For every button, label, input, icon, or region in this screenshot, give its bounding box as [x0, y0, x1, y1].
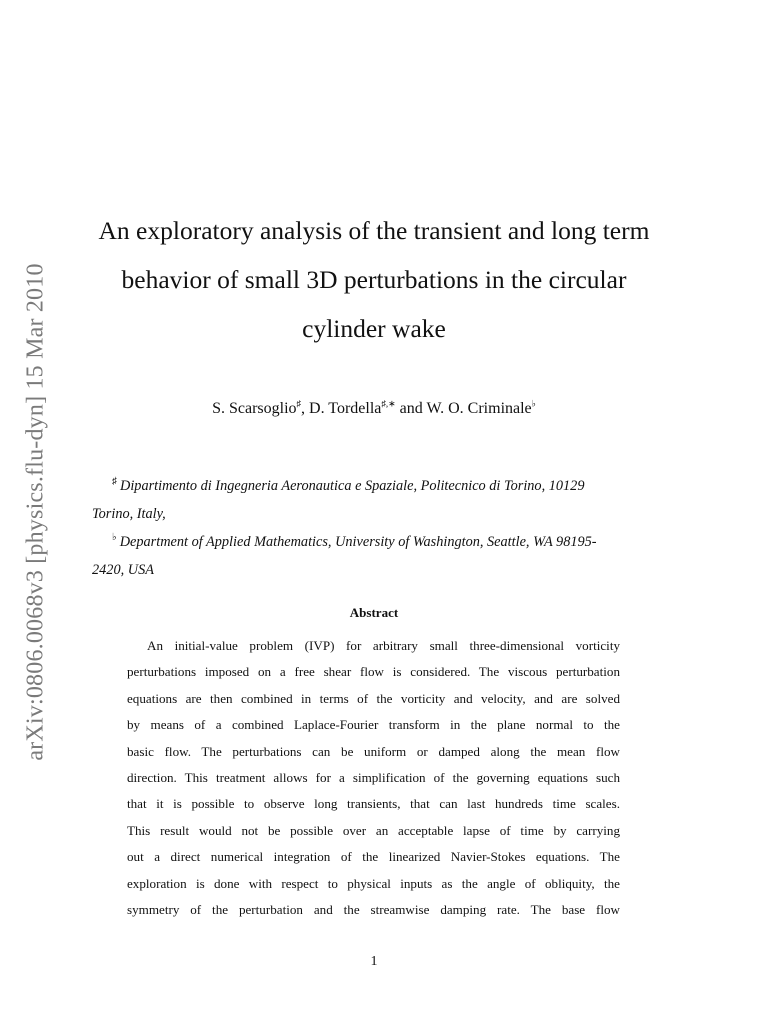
- author-name: W. O. Criminale: [426, 400, 532, 417]
- affiliation: [92, 472, 658, 528]
- affiliation-line: [92, 528, 658, 556]
- abstract-line: direction. This treatment allows for a simplification of the governing equations such: [127, 769, 620, 785]
- title-line: behavior of small 3D perturbations in the circular: [121, 265, 627, 294]
- page-number: 1: [370, 954, 378, 969]
- author-separator: and: [395, 400, 427, 417]
- abstract-line: that it is possible to observe long transients, that can last hundreds time scales.: [127, 796, 620, 812]
- affiliation-text: Dipartimento di Ingegneria Aeronautica e Spaziale, Politecnico di Torino, 10129: [120, 478, 585, 494]
- affiliation-line: [92, 472, 658, 500]
- affiliation: [92, 528, 658, 584]
- title-line: An exploratory analysis of the transient and long term: [98, 216, 650, 245]
- abstract-line: out a direct numerical integration of the linearized Navier-Stokes equations. The: [127, 849, 620, 865]
- author-separator: ,: [301, 400, 310, 417]
- affiliation-mark: ♭: [112, 532, 117, 544]
- author-name: S. Scarsoglio: [212, 400, 297, 417]
- affiliation-mark: ♭: [531, 398, 536, 409]
- abstract-line: basic flow. The perturbations can be uniform or damped along the mean flow: [127, 743, 620, 759]
- abstract-body: [127, 633, 620, 923]
- paper-title: [72, 206, 676, 353]
- affiliation-text: Department of Applied Mathematics, University of Washington, Seattle, WA 98195-: [119, 534, 597, 550]
- affiliation-line: Torino, Italy,: [92, 506, 166, 522]
- abstract-heading: Abstract: [349, 605, 399, 620]
- author-list: [72, 400, 676, 418]
- affiliation-line: 2420, USA: [92, 562, 154, 578]
- affiliation-mark: ♯: [296, 398, 302, 409]
- abstract-line: An initial-value problem (IVP) for arbitrary small three-dimensional vorticity: [147, 638, 620, 653]
- title-line: cylinder wake: [302, 314, 446, 343]
- abstract-line: by means of a combined Laplace-Fourier transform in the plane normal to the: [127, 717, 620, 733]
- abstract-line: equations are then combined in terms of the vorticity and velocity, and are solved: [127, 690, 620, 706]
- arxiv-identifier: arXiv:0806.0068v3 [physics.flu-dyn] 15 Mar 2010: [22, 263, 49, 761]
- author-name: D. Tordella: [309, 400, 382, 417]
- abstract-line: symmetry of the perturbation and the streamwise damping rate. The base flow: [127, 901, 620, 917]
- abstract-line: perturbations imposed on a free shear flow is considered. The viscous perturbation: [127, 664, 620, 680]
- affiliation-mark: ♯: [112, 476, 117, 488]
- abstract-line: exploration is done with respect to physical inputs as the angle of obliquity, the: [127, 875, 620, 891]
- abstract-line: This result would not be possible over an acceptable lapse of time by carrying: [127, 822, 620, 838]
- affiliation-mark: ♯,∗: [381, 398, 396, 409]
